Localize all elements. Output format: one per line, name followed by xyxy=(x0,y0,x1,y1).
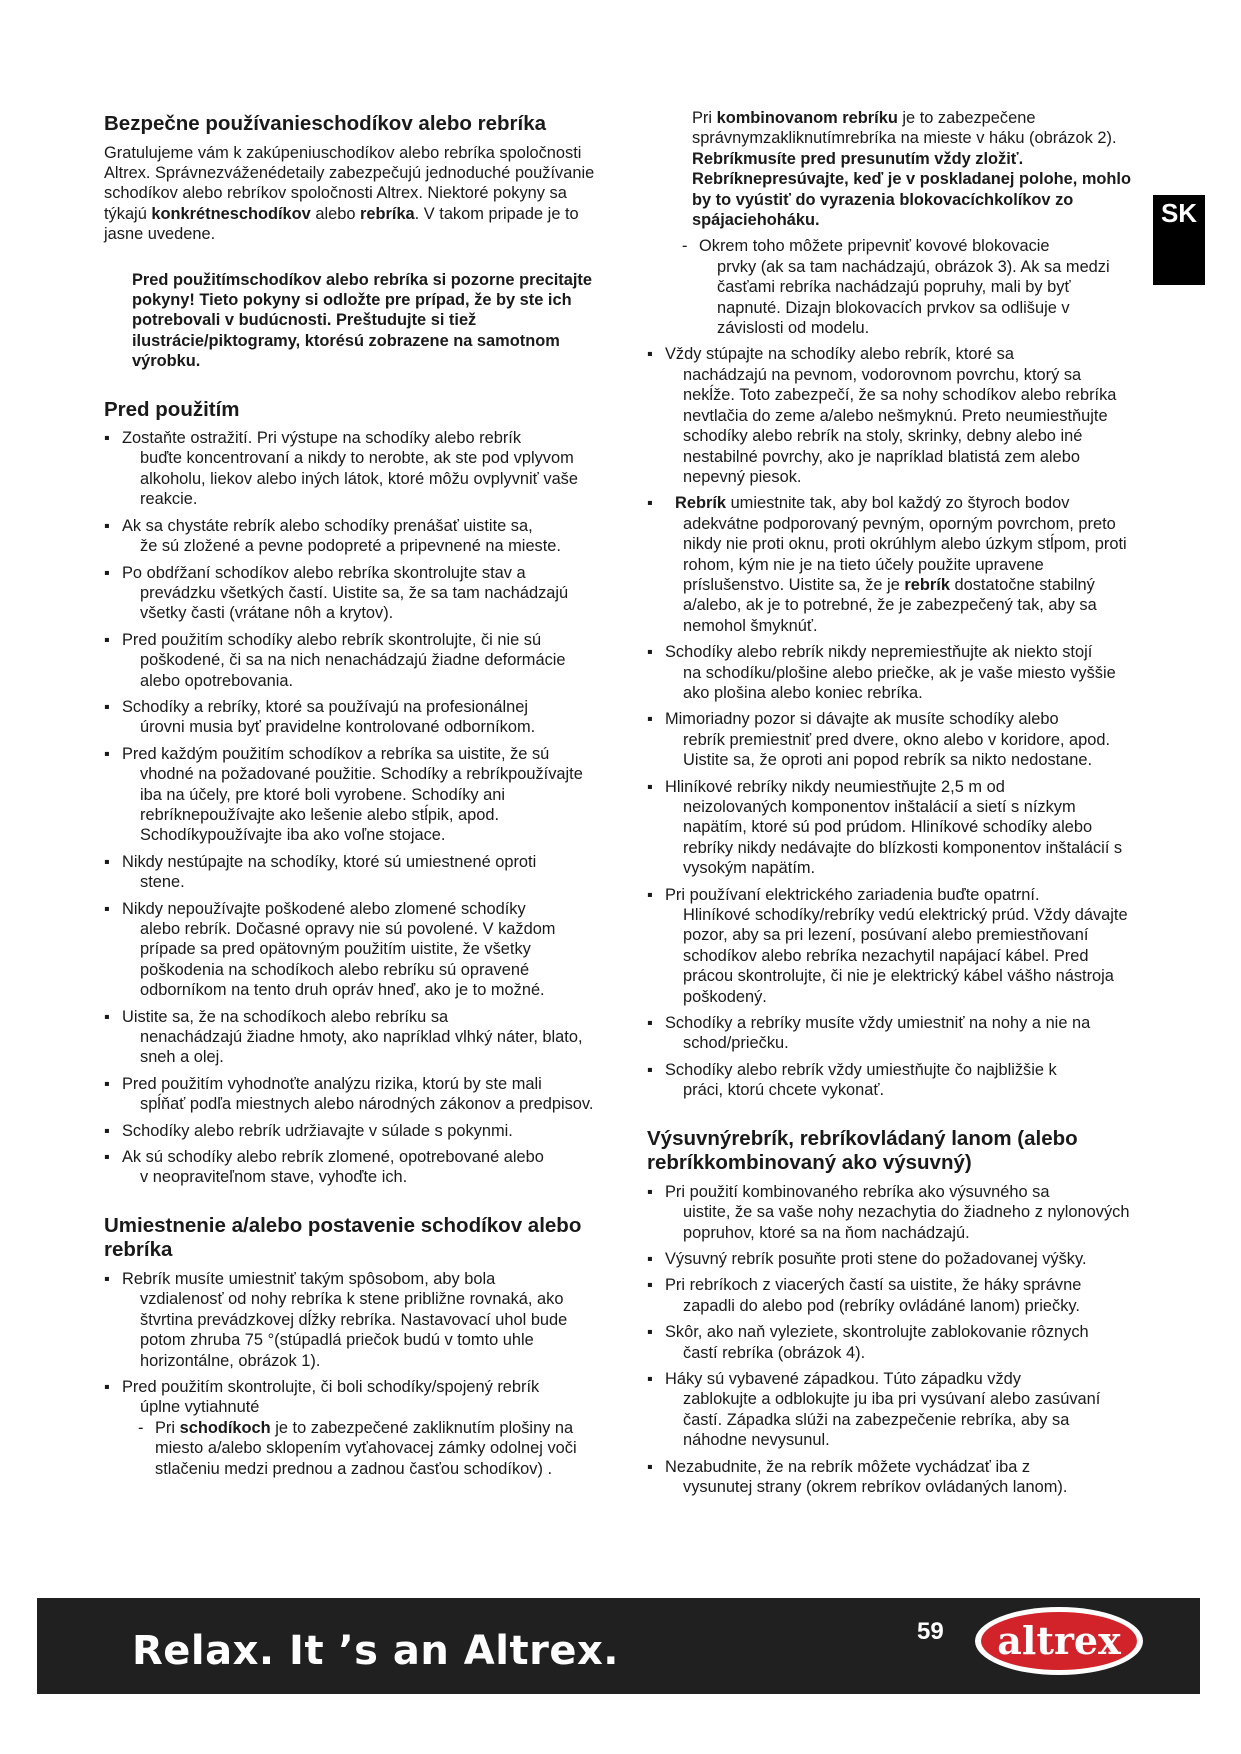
intro-bold-2: rebríka xyxy=(360,204,415,223)
rt-text-2: je to zabezpečene správnymzakliknutímrebríka na mieste v háku (obrázok 2). xyxy=(692,109,1117,148)
safety-title: Bezpečne používanieschodíkov alebo rebríka xyxy=(104,112,547,135)
list-item xyxy=(104,630,602,691)
item-first-line: Schodíky alebo rebrík nikdy nepremiestňujte ak niekto stojí xyxy=(665,643,1093,662)
item-continuation: buďte koncentrovaní a nikdy to nerobte, ak ste pod vplyvom alkoholu, liekov alebo iných látok, ktoré môžu ovplyvniť vaše reakcie. xyxy=(140,449,578,509)
rebrik-bold: Rebrík xyxy=(675,494,727,513)
extension-list xyxy=(647,1182,1137,1498)
item-continuation: úplne vytiahnuté xyxy=(140,1398,260,1417)
language-tab xyxy=(1153,195,1205,285)
item-first-line: Nezabudnite, že na rebrík môžete vychádzať iba z xyxy=(665,1457,1031,1476)
item-continuation: práci, ktorú chcete vykonať. xyxy=(683,1081,885,1100)
intro-text-1: Gratulujeme vám k zakúpeniuschodíkov alebo rebríka spoločnosti Altrex. Správnezváženédetaily zabezpečujú jednoduché používanie schodíkov alebo rebríkov spoločnosti Altrex. Niektoré pokyny sa týkajú xyxy=(104,143,595,223)
warning-note: Pred použitímschodíkov alebo rebríka si pozorne precitajte pokyny! Tieto pokyny si odložte pre prípad, že by ste ich potrebovali v budúcnosti. Preštudujte si tiež ilustrácie/piktogramy, ktorésú zobrazene na samotnom výrobku. xyxy=(132,270,592,371)
intro-paragraph xyxy=(104,143,602,245)
item-first-line: Schodíky a rebríky, ktoré sa používajú na profesionálnej xyxy=(122,697,529,716)
dash-marker: - xyxy=(138,1418,144,1437)
list-item xyxy=(104,1147,602,1188)
intro-bold-1: konkrétneschodíkov xyxy=(151,204,311,223)
placement-list xyxy=(104,1269,602,1479)
section-placement-title: Umiestnenie a/alebo postavenie schodíkov alebo rebríka xyxy=(104,1213,582,1262)
list-item xyxy=(104,1269,602,1371)
logo-text: altrex xyxy=(997,1618,1121,1663)
item-first-line: Hliníkové rebríky nikdy neumiestňujte 2,5 m od xyxy=(665,777,1005,796)
item-continuation: úrovni musia byť pravidelne kontrolované odborníkom. xyxy=(140,718,536,737)
item-continuation: zablokujte a odblokujte ju iba pri vysúvaní alebo zasúvaní častí. Západka slúži na zabezpečenie rebríka, aby sa náhodne nevysunul. xyxy=(683,1390,1101,1450)
item-continuation: že sú zložené a pevne podopreté a pripevnené na mieste. xyxy=(140,537,561,556)
dash-item xyxy=(682,236,1137,338)
section-before-use-title: Pred použitím xyxy=(104,397,240,421)
list-item xyxy=(647,1182,1137,1243)
item-first-line: Rebrík musíte umiestniť takým spôsobom, aby bola xyxy=(122,1269,496,1288)
footer-band xyxy=(37,1598,1200,1694)
list-item xyxy=(647,493,1137,636)
list-item xyxy=(104,1121,602,1141)
altrex-logo xyxy=(972,1603,1147,1678)
sub-text-2: je to zabezpečené zakliknutím plošiny na miesto a/alebo sklopením vyťahovacej zámky odolnej voči stlačeniu medzi prednou a zadnou časťou schodíkov) . xyxy=(155,1418,577,1478)
item-first-line: Ak sa chystáte rebrík alebo schodíky prenášať uistite sa, xyxy=(122,516,533,535)
item-continuation: nenachádzajú žiadne hmoty, ako napríklad vlhký náter, blato, sneh a olej. xyxy=(140,1028,583,1067)
item-first-line: Ak sú schodíky alebo rebrík zlomené, opotrebované alebo xyxy=(122,1148,544,1167)
left-column xyxy=(104,112,602,1485)
altrex-logo-icon xyxy=(972,1603,1147,1678)
item-continuation: častí rebríka (obrázok 4). xyxy=(683,1343,866,1362)
sub-item xyxy=(138,1418,602,1479)
item-continuation: neizolovaných komponentov inštalácií a sietí s nízkym napätím, ktoré sú pod prúdom. Hliníkové schodíky alebo rebríky nikdy nedávajte do blízkosti komponentov inštalácií s vysokým napätím. xyxy=(683,798,1123,878)
sub-bold: schodíkoch xyxy=(179,1418,271,1437)
rt-bold-1: kombinovanom rebríku xyxy=(716,109,898,127)
item-continuation: spĺňať podľa miestnych alebo národných zákonov a predpisov. xyxy=(140,1095,594,1114)
item-continuation: schod/priečku. xyxy=(683,1034,789,1053)
list-item xyxy=(104,744,602,846)
item-continuation: nachádzajú na pevnom, vodorovnom povrchu, ktorý sa nekĺže. Toto zabezpečí, že sa nohy schodíkov alebo rebríka nevtlačia do zeme a/alebo nešmyknú. Preto neumiestňujte schodíky alebo rebrík na stoly, skrinky, debny alebo iné nestabilné povrchy, ako je napríklad blatistá zem alebo nepevný piesok. xyxy=(683,365,1117,486)
item-continuation: v neopraviteľnom stave, vyhoďte ich. xyxy=(140,1168,408,1187)
item-first-line: Mimoriadny pozor si dávajte ak musíte schodíky alebo xyxy=(665,710,1059,729)
item-continuation: vysunutej strany (okrem rebríkov ovládaných lanom). xyxy=(683,1477,1068,1496)
rt-bold-2: Rebríkmusíte pred presunutím vždy zložiť. Rebríknepresúvajte, keď je v poskladanej polohe, mohlo by to vyústiť do vyrazenia blokovacíchkolíkov zo spájaciehoháku. xyxy=(692,149,1131,230)
list-item xyxy=(104,852,602,893)
item-first-line: Nikdy nepoužívajte poškodené alebo zlomené schodíky xyxy=(122,899,526,918)
item-first-line: Pred použitím schodíky alebo rebrík skontrolujte, či nie sú xyxy=(122,630,542,649)
intro-text-2: alebo xyxy=(310,204,360,223)
item-continuation: Hliníkové schodíky/rebríky vedú elektrický prúd. Vždy dávajte pozor, aby sa pri lezení, posúvaní alebo premiestňovaní schodíkov alebo rebríka nezachytil napájací kábel. Pred prácou skontrolujte, či nie je elektrický kábel vášho nástroja poškodený. xyxy=(683,906,1128,1006)
list-item xyxy=(104,697,602,738)
sub-text-1: Pri xyxy=(155,1418,180,1437)
list-item xyxy=(647,1249,1137,1269)
item-first-line: Výsuvný rebrík posuňte proti stene do požadovanej výšky. xyxy=(665,1249,1087,1268)
list-item xyxy=(647,1013,1137,1054)
item-first-line: Schodíky alebo rebrík udržiavajte v súlade s pokynmi. xyxy=(122,1121,513,1140)
list-item xyxy=(104,428,602,510)
combined-ladder-paragraph xyxy=(647,108,1137,230)
list-item xyxy=(104,899,602,1001)
list-item xyxy=(104,563,602,624)
list-item xyxy=(647,1369,1137,1451)
intro-text-3: . V takom pripade je to jasne uvedene. xyxy=(104,204,579,244)
item-first-line: umiestnite tak, aby bol každý zo štyroch bodov xyxy=(726,494,1070,513)
right-list-a xyxy=(647,344,1137,1100)
cont-bold: rebrík xyxy=(904,575,950,594)
item-first-line: Nikdy nestúpajte na schodíky, ktoré sú umiestnené oproti xyxy=(122,852,537,871)
item-continuation: rebrík premiestniť pred dvere, okno alebo v koridore, apod. Uistite sa, že oproti ani popod rebrík sa nikto nedostane. xyxy=(683,730,1111,770)
item-first-line: Schodíky a rebríky musíte vždy umiestniť na nohy a nie na xyxy=(665,1014,1091,1033)
list-item xyxy=(647,709,1137,770)
list-item xyxy=(647,1060,1137,1101)
item-first-line: Pred použitím vyhodnoťte analýzu rizika, ktorú by ste mali xyxy=(122,1074,542,1093)
list-item xyxy=(647,777,1137,879)
item-continuation: poškodené, či sa na nich nenachádzajú žiadne deformácie alebo opotrebovania. xyxy=(140,651,566,690)
item-first-line: Po obdŕžaní schodíkov alebo rebríka skontrolujte stav a xyxy=(122,563,526,582)
item-continuation: zapadli do alebo pod (rebríky ovládáné lanom) priečky. xyxy=(683,1296,1080,1315)
cont-text-1: adekvátne podporovaný pevným, oporným povrchom, preto nikdy nie proti oknu, proti okrúhlym alebo úzkym stĺpom, proti rohom, kým nie je na tieto účely použite upravene príslušenstvo. Uistite sa, že je xyxy=(683,514,1127,594)
section-extension-title: Výsuvnýrebrík, rebríkovládaný lanom (alebo rebríkkombinovaný ako výsuvný) xyxy=(647,1126,1078,1175)
list-item xyxy=(647,642,1137,703)
cont-text-2: dostatočne stabilný a/alebo, ak je to potrebné, že je zabezpečený tak, aby sa nemohol šmyknúť. xyxy=(683,575,1097,635)
item-continuation xyxy=(665,514,1137,636)
language-tab-label: SK xyxy=(1160,198,1198,228)
item-continuation: stene. xyxy=(140,873,185,892)
list-item xyxy=(104,1074,602,1115)
item-first-line: Háky sú vybavené západkou. Túto západku vždy xyxy=(665,1369,1021,1388)
list-item xyxy=(104,516,602,557)
before-use-list xyxy=(104,428,602,1188)
list-item xyxy=(647,885,1137,1007)
footer-slogan: Relax. It ’s an Altrex. xyxy=(132,1628,619,1674)
item-continuation: prvky (ak sa tam nachádzajú, obrázok 3). Ak sa medzi časťami rebríka nachádzajú popruhy, mali by byť napnuté. Dizajn blokovacích prvkov sa odlišuje v závislosti od modelu. xyxy=(717,257,1110,338)
item-continuation: uistite, že sa vaše nohy nezachytia do žiadneho z nylonových popruhov, ktoré sa na ňom nachádzajú. xyxy=(683,1203,1130,1242)
item-continuation: na schodíku/plošine alebo priečke, ak je vaše miesto vyššie ako plošina alebo koniec rebríka. xyxy=(683,663,1116,702)
item-continuation: vhodné na požadované použitie. Schodíky a rebríkpoužívajte iba na účely, pre ktoré boli vyrobene. Schodíky ani rebríknepoužívajte ako lešenie alebo stĺpik, apod. Schodíkypoužívajte iba ako voľne stojace. xyxy=(140,765,583,845)
list-item xyxy=(647,1275,1137,1316)
item-continuation: prevádzku všetkých častí. Uistite sa, že sa tam nachádzajú všetky časti (vrátane nôh a krytov). xyxy=(140,583,569,623)
right-column xyxy=(647,109,1137,1503)
item-first-line: Uistite sa, že na schodíkoch alebo rebríku sa xyxy=(122,1007,449,1026)
item-first-line: Okrem toho môžete pripevniť kovové blokovacie xyxy=(699,237,1050,256)
page-number: 59 xyxy=(917,1618,944,1645)
item-continuation: alebo rebrík. Dočasné opravy nie sú povolené. V každom prípade sa pred opätovným použitím uistite, že všetky poškodenia na schodíkoch alebo rebríku sú opravené odborníkom na tento druh opráv hneď, ako je to možné. xyxy=(140,920,556,1000)
list-item xyxy=(104,1007,602,1068)
item-first-line: Pred použitím skontrolujte, či boli schodíky/spojený rebrík xyxy=(122,1377,540,1396)
item-first-line: Pri rebríkoch z viacerých častí sa uistite, že háky správne xyxy=(665,1276,1082,1295)
list-item xyxy=(647,344,1137,487)
item-first-line: Pri používaní elektrického zariadenia buďte opatrní. xyxy=(665,885,1040,904)
rt-text-1: Pri xyxy=(692,109,717,127)
list-item xyxy=(647,1457,1137,1498)
item-continuation: vzdialenosť od nohy rebríka k stene približne rovnaká, ako štvrtina prevádzkovej dĺžky rebríka. Nastavovací uhol bude potom zhruba 75 °(stúpadlá priečok budú v tomto uhle horizontálne, obrázok 1). xyxy=(140,1290,568,1370)
item-first-line: Vždy stúpajte na schodíky alebo rebrík, ktoré sa xyxy=(665,345,1014,364)
item-first-line: Pred každým použitím schodíkov a rebríka sa uistite, že sú xyxy=(122,744,550,763)
list-item xyxy=(647,1322,1137,1363)
item-first-line: Pri použití kombinovaného rebríka ako výsuvného sa xyxy=(665,1182,1050,1201)
item-first-line: Skôr, ako naň vyleziete, skontrolujte zablokovanie rôznych xyxy=(665,1323,1089,1342)
dash-marker: - xyxy=(682,237,688,256)
item-first-line: Zostaňte ostražití. Pri výstupe na schodíky alebo rebrík xyxy=(122,429,522,448)
list-item xyxy=(104,1377,602,1479)
item-first-line: Schodíky alebo rebrík vždy umiestňujte čo najbližšie k xyxy=(665,1060,1057,1079)
